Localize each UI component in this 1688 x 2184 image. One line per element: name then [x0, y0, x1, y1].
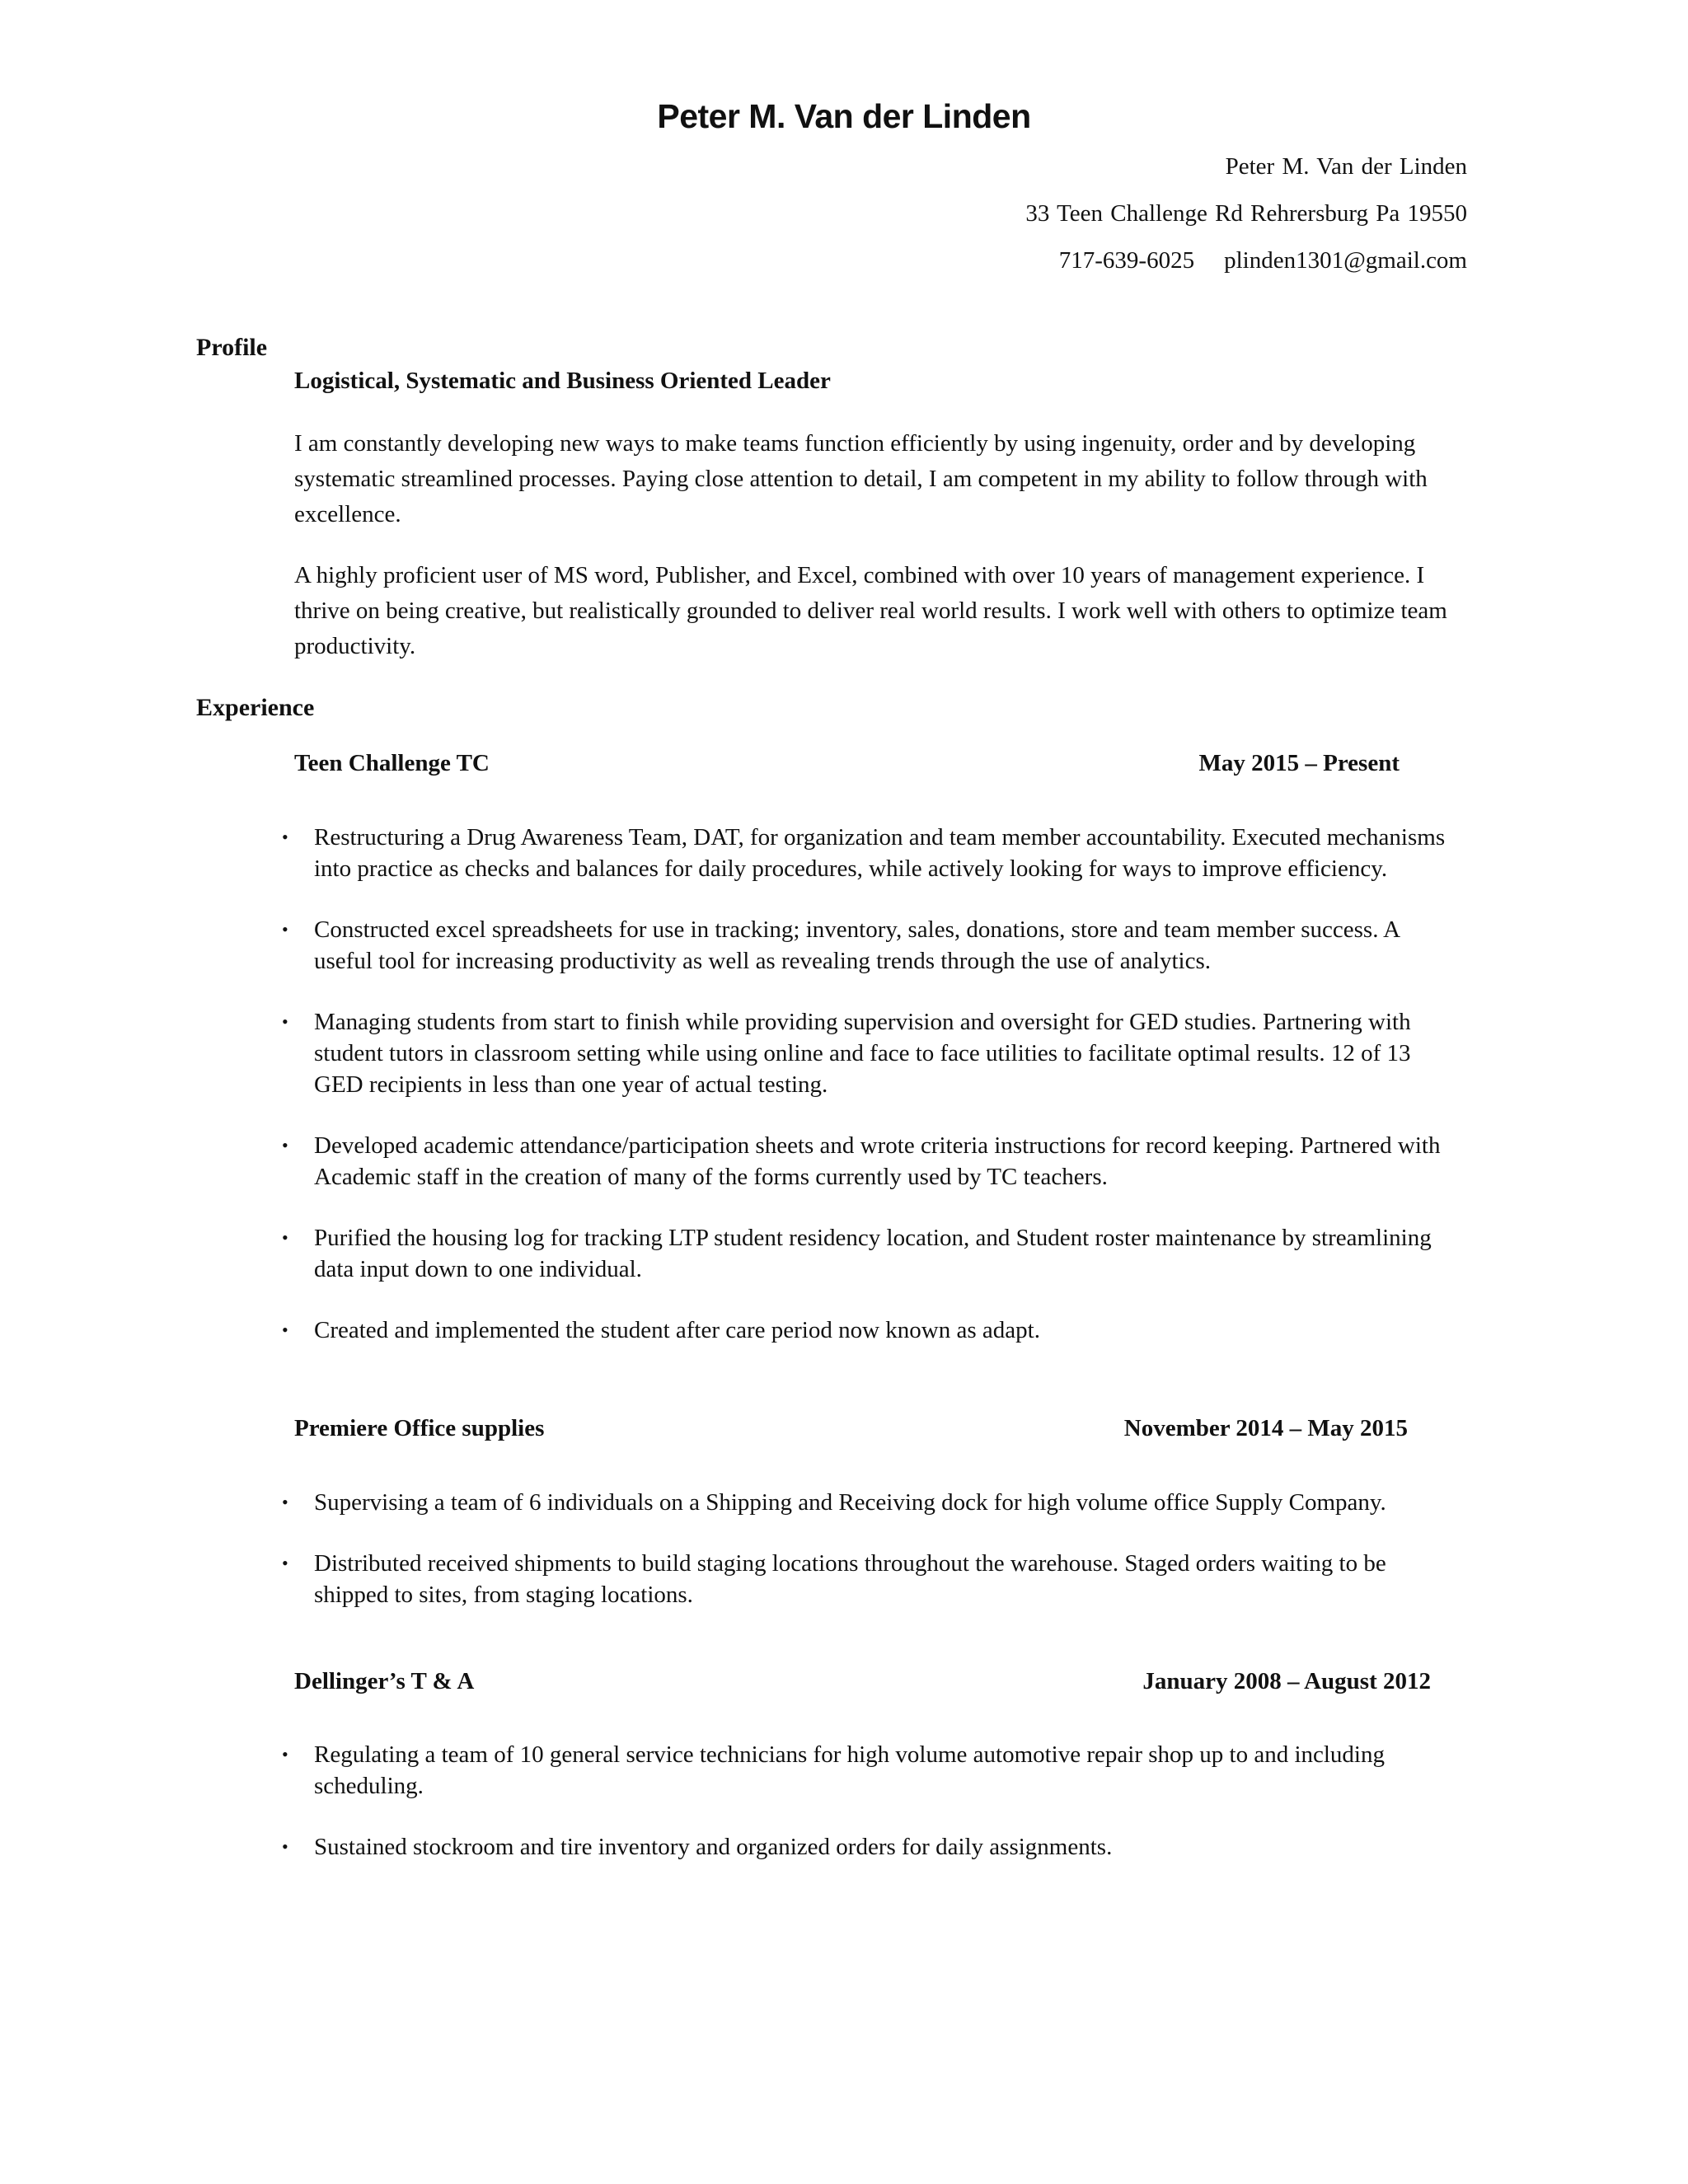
bullet-text: Purified the housing log for tracking LTP student residency location, and Student roster maintenance by streamlining data input down to one individual. — [314, 1225, 1432, 1282]
list-item — [279, 1315, 1457, 1346]
contact-email: plinden1301@gmail.com — [1224, 247, 1467, 274]
profile-paragraph-2: A highly proficient user of MS word, Publisher, and Excel, combined with over 10 years of management experience. I thrive on being creative, but realistically grounded to deliver real world results. I work well with others to optimize team productivity. — [294, 562, 1447, 659]
experience-heading: Experience — [196, 694, 315, 721]
profile-heading: Profile — [196, 334, 268, 361]
list-item — [279, 1739, 1457, 1802]
bullet-icon: • — [282, 1011, 288, 1032]
profile-block — [294, 368, 1448, 395]
bullet-icon: • — [282, 1227, 288, 1248]
job-dates: November 2014 – May 2015 — [1123, 1415, 1408, 1441]
list-item — [279, 822, 1457, 884]
list-item — [279, 1222, 1457, 1285]
profile-paragraph — [294, 558, 1448, 664]
job-employer: Dellinger’s T & A — [294, 1668, 475, 1694]
job-bullet-list — [279, 1487, 1457, 1610]
bullet-icon: • — [282, 1744, 288, 1765]
contact-name: Peter M. Van der Linden — [1225, 153, 1467, 180]
bullet-text: Regulating a team of 10 general service technicians for high volume automotive repair shop up to and including scheduling. — [314, 1741, 1385, 1799]
bullet-text: Developed academic attendance/participation sheets and wrote criteria instructions for record keeping. Partnered with Academic staff in the creation of many of the forms currently used by TC teachers. — [314, 1132, 1441, 1190]
list-item — [279, 1487, 1457, 1518]
contact-block — [1025, 143, 1467, 284]
bullet-icon: • — [282, 827, 288, 847]
job-bullet-list — [279, 822, 1457, 1346]
list-item — [279, 1831, 1457, 1863]
job-bullet-list — [279, 1739, 1457, 1863]
bullet-text: Sustained stockroom and tire inventory and organized orders for daily assignments. — [314, 1834, 1113, 1860]
job-employer: Premiere Office supplies — [294, 1415, 545, 1441]
list-item — [279, 914, 1457, 977]
bullet-icon: • — [282, 1135, 288, 1155]
list-item — [279, 1006, 1457, 1100]
bullet-text: Restructuring a Drug Awareness Team, DAT, for organization and team member accountability. Executed mechanisms into practice as checks and balances for daily procedures, while actively looking for ways to improve efficiency. — [314, 824, 1446, 882]
document-title: Peter M. Van der Linden — [657, 97, 1031, 135]
profile-paragraph — [294, 426, 1448, 532]
bullet-icon: • — [282, 1319, 288, 1340]
contact-phone-email — [1025, 237, 1467, 284]
bullet-icon: • — [282, 1553, 288, 1573]
bullet-text: Managing students from start to finish while providing supervision and oversight for GED studies. Partnering with student tutors in classroom setting while using online and face to face utilities to facilitate optimal results. 12 of 13 GED recipients in less than one year of actual testing. — [314, 1009, 1411, 1098]
job-dates: May 2015 – Present — [1198, 750, 1400, 776]
list-item — [279, 1130, 1457, 1193]
contact-address: 33 Teen Challenge Rd Rehrersburg Pa 19550 — [1025, 200, 1467, 227]
bullet-icon: • — [282, 1836, 288, 1857]
job-employer: Teen Challenge TC — [294, 750, 490, 776]
list-item — [279, 1548, 1457, 1610]
bullet-text: Distributed received shipments to build staging locations throughout the warehouse. Staged orders waiting to be shipped to sites, from staging locations. — [314, 1550, 1386, 1608]
bullet-text: Supervising a team of 6 individuals on a Shipping and Receiving dock for high volume office Supply Company. — [314, 1489, 1386, 1516]
bullet-icon: • — [282, 1492, 288, 1512]
job-dates: January 2008 – August 2012 — [1142, 1668, 1431, 1694]
bullet-text: Constructed excel spreadsheets for use in tracking; inventory, sales, donations, store and team member success. A useful tool for increasing productivity as well as revealing trends through the use of analytics. — [314, 916, 1400, 974]
contact-phone: 717-639-6025 — [1058, 247, 1195, 274]
bullet-text: Created and implemented the student after care period now known as adapt. — [314, 1317, 1040, 1343]
profile-paragraph-1: I am constantly developing new ways to make teams function efficiently by using ingenuity, order and by developing systematic streamlined processes. Paying close attention to detail, I am competent in my ability to follow through with excellence. — [294, 430, 1428, 527]
profile-subtitle: Logistical, Systematic and Business Oriented Leader — [294, 368, 831, 394]
bullet-icon: • — [282, 919, 288, 940]
